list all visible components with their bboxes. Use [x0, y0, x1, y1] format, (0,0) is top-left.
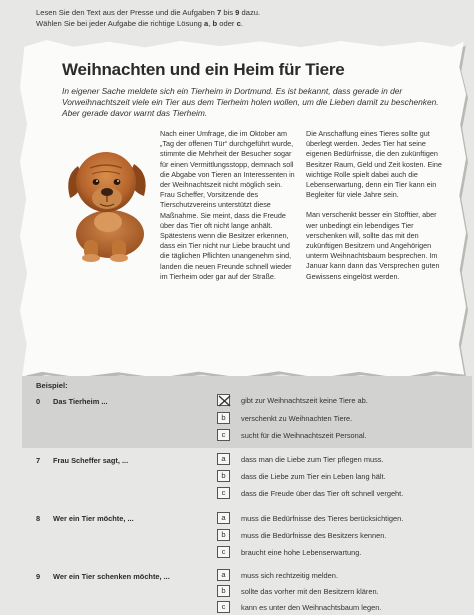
option-text: dass man die Liebe zum Tier pflegen muss. [241, 455, 384, 464]
article-clipping [20, 40, 466, 378]
answer-checkbox-8a[interactable]: a [217, 512, 230, 524]
option-text: dass die Liebe zum Tier ein Leben lang hält. [241, 472, 386, 481]
answer-checkbox-8c[interactable]: c [217, 546, 230, 558]
answer-checkbox-7c[interactable]: c [217, 487, 230, 499]
instructions-text: bis [221, 8, 236, 17]
option-letter-c: c [236, 18, 241, 28]
answer-checkbox-0c[interactable]: c [217, 429, 230, 441]
option-text: kann es unter den Weihnachtsbaum legen. [241, 603, 382, 612]
answer-checkbox-9a[interactable]: a [217, 569, 230, 581]
instructions-text: dazu. [239, 8, 261, 17]
instructions-text: . [240, 18, 243, 28]
task-range-start: 7 [216, 8, 222, 17]
answer-checkbox-8b[interactable]: b [217, 529, 230, 541]
article-title: Weihnachten und ein Heim für Tiere [62, 60, 345, 79]
option-text: verschenkt zu Weihnachten Tiere. [241, 414, 353, 423]
option-text: dass die Freude über das Tier oft schnell vergeht. [241, 489, 404, 498]
instructions-line-2 [36, 19, 456, 30]
option-text: gibt zur Weihnachtszeit keine Tiere ab. [241, 396, 368, 405]
answer-checkbox-0a[interactable] [217, 394, 230, 406]
answer-checkbox-0b[interactable]: b [217, 412, 230, 424]
instructions [36, 8, 456, 29]
option-text: sollte das vorher mit den Besitzern klären. [241, 587, 379, 596]
instructions-text: Lesen Sie den Text aus der Presse und die Aufgaben [36, 8, 217, 17]
option-text: sucht für die Weihnachtszeit Personal. [241, 431, 367, 440]
answer-checkbox-7b[interactable]: b [217, 470, 230, 482]
option-letter-a: a [204, 18, 209, 28]
task-range-end: 9 [235, 8, 240, 17]
puppy-photo-icon [60, 136, 152, 264]
question-text: Wer ein Tier möchte, ... [53, 514, 134, 523]
puppy-illustration [60, 136, 152, 264]
question-text: Frau Scheffer sagt, ... [53, 456, 129, 465]
answer-checkbox-9b[interactable]: b [217, 585, 230, 597]
question-number: 0 [36, 397, 41, 406]
option-text: muss die Bedürfnisse des Besitzers kennen. [241, 531, 387, 540]
article-lead: In eigener Sache meldete sich ein Tierheim in Dortmund. Es ist bekannt, dass gerade in der Vorweihnachtszeit viele ein Tier aus dem Tierheim holen wollen, um die Lieben damit zu beschenken. Aber gerade davor warnt das Tierheim. [62, 86, 439, 119]
option-text: braucht eine hohe Lebenserwartung. [241, 548, 362, 557]
article-column-1: Nach einer Umfrage, die im Oktober am „Tag der offenen Tür“ durchgeführt wurde, stimmte die Mehrheit der Besucher sogar für einen Vermittlungsstopp, demnach soll die Abgabe von Tieren an Interessenten in der Weihnachtszeit nicht möglich sein. Frau Scheffer, Vorsitzende des Tierschutzvereins unterstützt diese Maßnahme. Sie meint, dass die Freude über das Tier oft nicht lange anhält. Spätestens wenn die Besitzer erkennen, dass ein Tier nicht nur Liebe braucht und die täglichen Pflichten unangenehm sind, landen die neuen Freunde schnell wieder im Tierheim oder gar auf der Straße. [160, 129, 295, 281]
article-paragraph: Die Anschaffung eines Tieres sollte gut überlegt werden. Jedes Tier hat seine eigenen Bedürfnisse, die den zukünftigen Besitzer Raum, Geld und Zeit kosten. Eine wichtige Rolle spielt dabei auch die Lebenserwartung, denn ein Tier kann ein Begleiter für viele Jahre sein. [306, 129, 442, 200]
question-number: 9 [36, 572, 41, 581]
option-text: muss die Bedürfnisse des Tieres berücksichtigen. [241, 514, 404, 523]
answer-checkbox-9c[interactable]: c [217, 601, 230, 613]
answer-checkbox-7a[interactable]: a [217, 453, 230, 465]
article-column-2 [306, 129, 446, 282]
question-number: 8 [36, 514, 41, 523]
instructions-text: oder [217, 18, 237, 28]
question-number: 7 [36, 456, 41, 465]
question-text: Das Tierheim ... [53, 397, 108, 406]
option-letter-b: b [212, 18, 218, 28]
instructions-line-1 [36, 8, 456, 19]
cross-mark-icon [218, 395, 231, 407]
option-text: muss sich rechtzeitig melden. [241, 571, 338, 580]
article-paragraph: Man verschenkt besser ein Stofftier, aber wer unbedingt ein lebendiges Tier verschenken will, sollte das mit den zukünftigen Besitzern und Angehörigen unterm Weihnachtsbaum besprechen. Im Januar kann dann das Versprechen guten Gewissens eingelöst werden. [306, 210, 440, 281]
question-text: Wer ein Tier schenken möchte, ... [53, 572, 170, 581]
example-label: Beispiel: [36, 381, 68, 390]
instructions-text: , [208, 18, 213, 28]
instructions-text: Wählen Sie bei jeder Aufgabe die richtige Lösung [36, 18, 205, 28]
